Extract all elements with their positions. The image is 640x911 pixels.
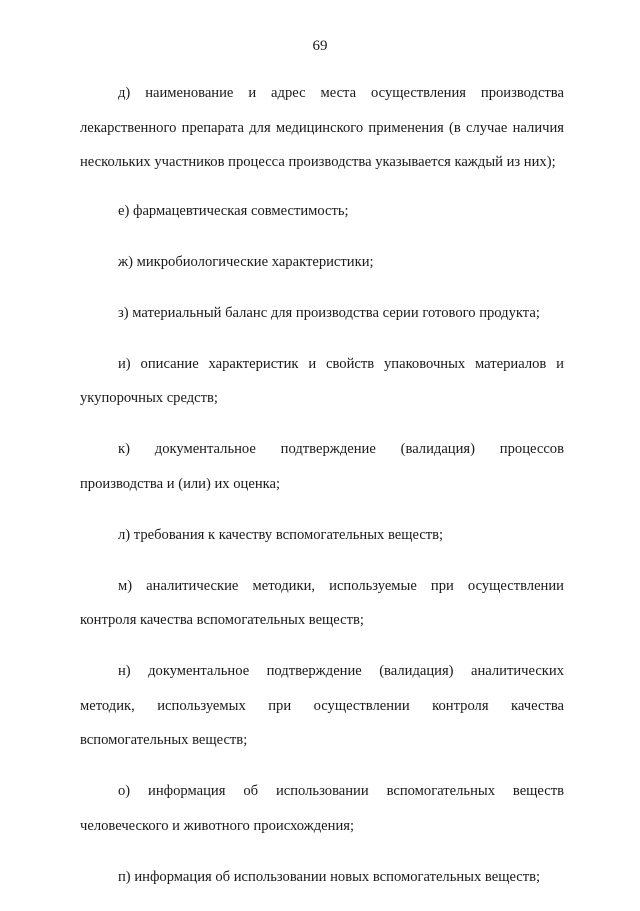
document-body	[80, 76, 564, 911]
list-item-e: е) фармацевтическая совместимость;	[118, 202, 349, 219]
list-item-i: и) описание характеристик и свойств упаковочных материалов и укупорочных средств;	[80, 355, 564, 406]
list-item-zh: ж) микробиологические характеристики;	[118, 253, 374, 270]
list-item-p: п) информация об использовании новых вспомогательных веществ;	[118, 868, 541, 885]
page-number: 69	[312, 38, 328, 54]
list-item-d: д) наименование и адрес места осуществления производства лекарственного препарата для медицинского применения (в случае наличия нескольких участников процесса производства указывается каждый из них);	[80, 85, 564, 170]
list-item-o: о) информация об использовании вспомогательных веществ человеческого и животного происхождения;	[80, 783, 564, 834]
list-item-m: м) аналитические методики, используемые при осуществлении контроля качества вспомогательных веществ;	[80, 577, 564, 628]
list-item-k: к) документальное подтверждение (валидация) процессов производства и (или) их оценка;	[80, 441, 564, 492]
list-item-z: з) материальный баланс для производства серии готового продукта;	[118, 304, 540, 321]
list-item-l: л) требования к качеству вспомогательных веществ;	[118, 526, 444, 543]
list-item-n: н) документальное подтверждение (валидация) аналитических методик, используемых при осуществлении контроля качества вспомогательных веществ;	[80, 663, 564, 748]
